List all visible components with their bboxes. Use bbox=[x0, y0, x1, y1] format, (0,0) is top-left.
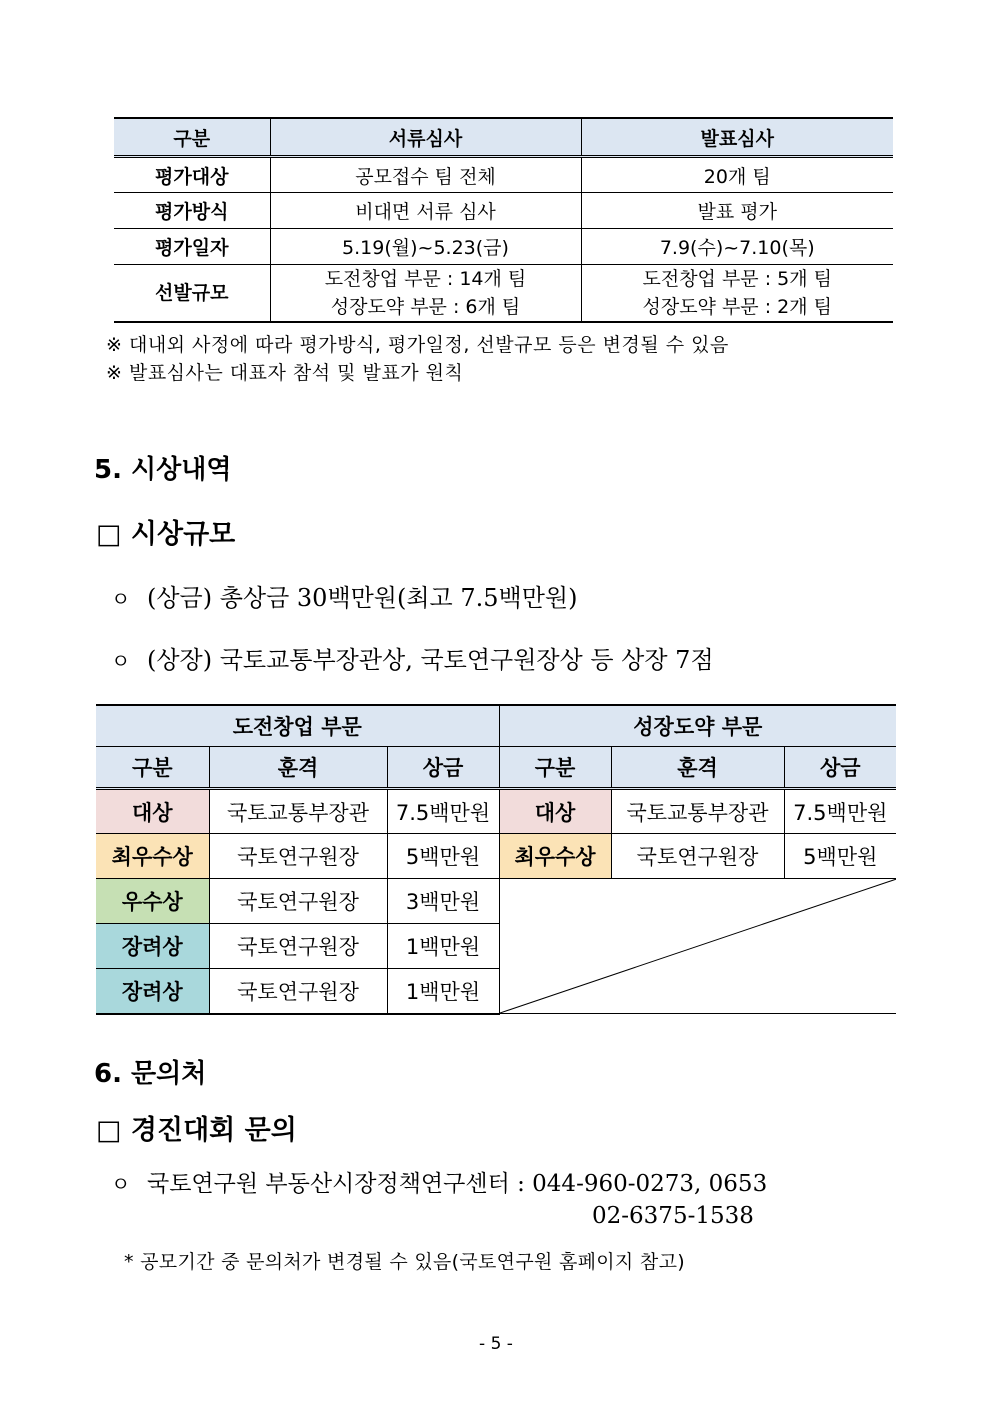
cell-line: 성장도약 부문 : 2개 팀 bbox=[642, 296, 832, 318]
footnote: * 공모기간 중 문의처가 변경될 수 있음(국토연구원 홈페이지 참고) bbox=[124, 1251, 685, 1273]
header-honor: 훈격 bbox=[209, 747, 387, 789]
page-number: - 5 - bbox=[479, 1334, 513, 1354]
subsection-title: □ 경진대회 문의 bbox=[96, 1115, 297, 1146]
table-row bbox=[114, 229, 893, 265]
award-name: 최우수상 bbox=[499, 834, 611, 879]
award-honor: 국토교통부장관 bbox=[611, 789, 784, 834]
note-line: ※ 대내외 사정에 따라 평가방식, 평가일정, 선발규모 등은 변경될 수 있음 bbox=[106, 334, 729, 356]
cell-presentation: 발표 평가 bbox=[581, 193, 893, 229]
award-honor: 국토연구원장 bbox=[611, 834, 784, 879]
award-name: 대상 bbox=[499, 789, 611, 834]
award-name: 장려상 bbox=[96, 969, 209, 1014]
award-prize: 7.5백만원 bbox=[387, 789, 499, 834]
award-name: 최우수상 bbox=[96, 834, 209, 879]
prize-table bbox=[96, 704, 896, 1015]
row-label: 선발규모 bbox=[114, 265, 270, 323]
header-category: 구분 bbox=[499, 747, 611, 789]
row-label: 평가일자 bbox=[114, 229, 270, 265]
award-name: 대상 bbox=[96, 789, 209, 834]
cell-presentation bbox=[581, 265, 893, 323]
table-row bbox=[114, 193, 893, 229]
award-name: 우수상 bbox=[96, 879, 209, 924]
table-row bbox=[96, 879, 896, 924]
row-label: 평가대상 bbox=[114, 157, 270, 193]
cell-line: 도전창업 부문 : 5개 팀 bbox=[642, 268, 832, 290]
award-honor: 국토교통부장관 bbox=[209, 789, 387, 834]
contact-line bbox=[111, 1165, 767, 1198]
header-honor: 훈격 bbox=[611, 747, 784, 789]
award-honor: 국토연구원장 bbox=[209, 969, 387, 1014]
table-row bbox=[96, 834, 896, 879]
bullet-mark: ㅇ bbox=[111, 1172, 131, 1196]
bullet-item bbox=[111, 578, 577, 613]
table-row bbox=[114, 265, 893, 323]
cell-line: 성장도약 부문 : 6개 팀 bbox=[330, 296, 521, 318]
empty-diagonal-cell bbox=[499, 879, 896, 1014]
cell-presentation: 20개 팀 bbox=[581, 157, 893, 193]
bullet-text: (상장) 국토교통부장관상, 국토연구원장상 등 상장 7점 bbox=[147, 646, 714, 674]
bullet-item bbox=[111, 640, 714, 675]
award-prize: 5백만원 bbox=[387, 834, 499, 879]
bullet-text: (상금) 총상금 30백만원(최고 7.5백만원) bbox=[147, 584, 578, 612]
header-document-review: 서류심사 bbox=[270, 118, 581, 157]
evaluation-table bbox=[114, 117, 893, 323]
award-name: 장려상 bbox=[96, 924, 209, 969]
group-challenge: 도전창업 부문 bbox=[96, 705, 499, 747]
section-title: 6. 문의처 bbox=[94, 1059, 207, 1089]
group-header-row bbox=[96, 705, 896, 747]
table-row bbox=[96, 789, 896, 834]
header-presentation-review: 발표심사 bbox=[581, 118, 893, 157]
award-prize: 7.5백만원 bbox=[784, 789, 896, 834]
award-prize: 5백만원 bbox=[784, 834, 896, 879]
award-prize: 1백만원 bbox=[387, 969, 499, 1014]
cell-presentation: 7.9(수)~7.10(목) bbox=[581, 229, 893, 265]
award-prize: 1백만원 bbox=[387, 924, 499, 969]
contact-org: 국토연구원 부동산시장정책연구센터 : 044-960-0273, 0653 bbox=[147, 1171, 768, 1197]
award-honor: 국토연구원장 bbox=[209, 879, 387, 924]
bullet-mark: ㅇ bbox=[111, 587, 131, 611]
bullet-mark: ㅇ bbox=[111, 649, 131, 673]
header-category: 구분 bbox=[96, 747, 209, 789]
table-row bbox=[114, 157, 893, 193]
cell-document: 5.19(월)~5.23(금) bbox=[270, 229, 581, 265]
header-prize: 상금 bbox=[784, 747, 896, 789]
award-honor: 국토연구원장 bbox=[209, 834, 387, 879]
cell-line: 도전창업 부문 : 14개 팀 bbox=[324, 268, 527, 290]
column-header-row bbox=[96, 747, 896, 789]
header-prize: 상금 bbox=[387, 747, 499, 789]
note-line: ※ 발표심사는 대표자 참석 및 발표가 원칙 bbox=[106, 362, 464, 384]
award-honor: 국토연구원장 bbox=[209, 924, 387, 969]
award-prize: 3백만원 bbox=[387, 879, 499, 924]
cell-document bbox=[270, 265, 581, 323]
row-label: 평가방식 bbox=[114, 193, 270, 229]
cell-document: 비대면 서류 심사 bbox=[270, 193, 581, 229]
table-header-row bbox=[114, 118, 893, 157]
group-growth: 성장도약 부문 bbox=[499, 705, 896, 747]
header-category: 구분 bbox=[114, 118, 270, 157]
subsection-title: □ 시상규모 bbox=[96, 519, 236, 550]
diagonal-line bbox=[500, 879, 897, 1013]
cell-document: 공모접수 팀 전체 bbox=[270, 157, 581, 193]
section-title: 5. 시상내역 bbox=[94, 455, 232, 485]
contact-phone-2: 02-6375-1538 bbox=[592, 1203, 754, 1229]
